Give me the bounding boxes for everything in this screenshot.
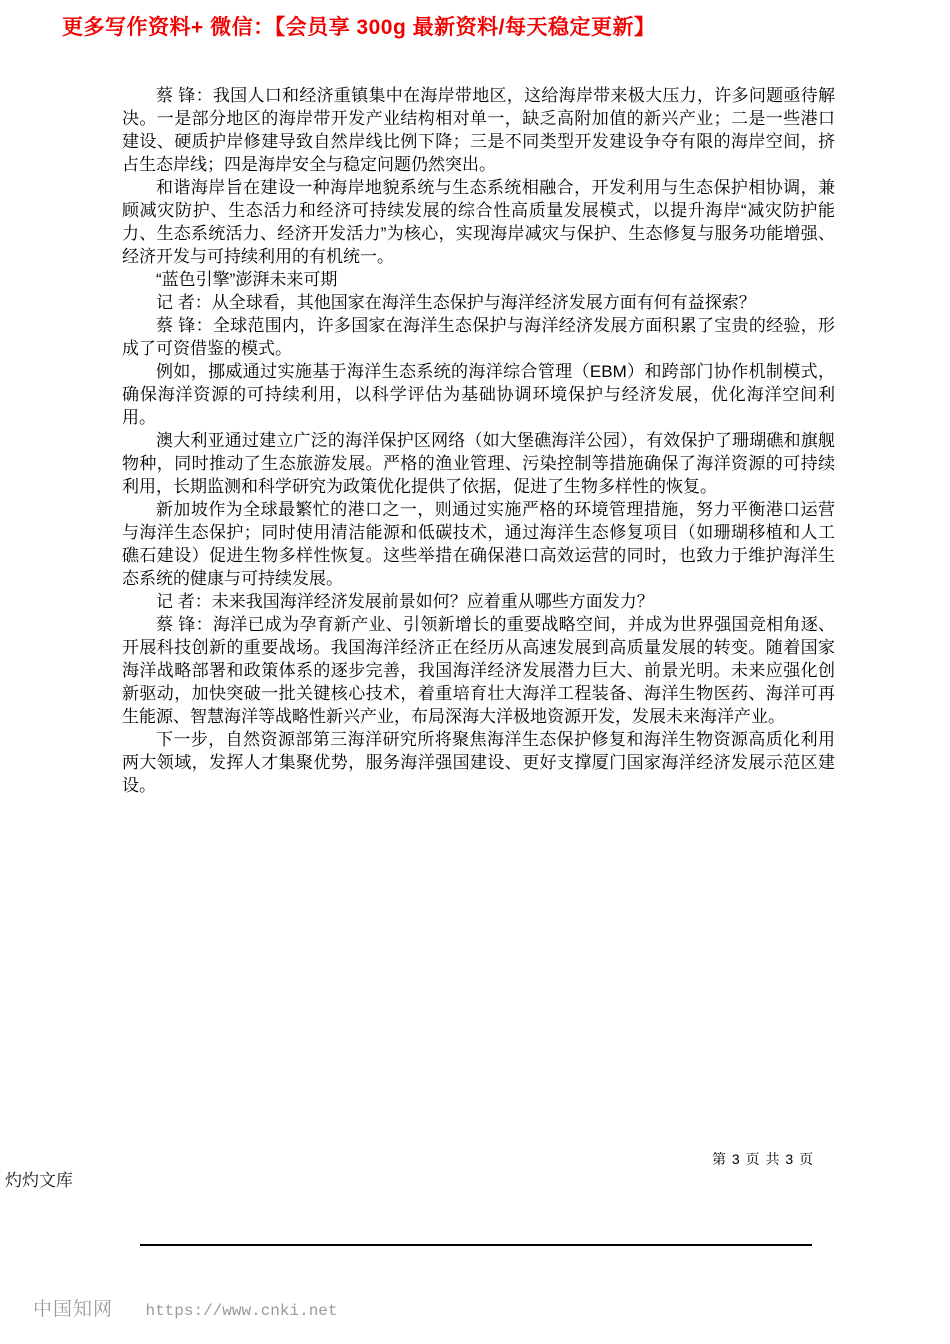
paragraph: 记 者：从全球看，其他国家在海洋生态保护与海洋经济发展方面有何有益探索？: [156, 293, 756, 312]
page-indicator: 第 3 页 共 3 页: [712, 1151, 815, 1167]
paragraph: 和谐海岸旨在建设一种海岸地貌系统与生态系统相融合，开发利用与生态保护相协调，兼顾减灾防护、生态活力和经济可持续发展的综合性高质量发展模式，以提升海岸“减灾防护能力、生态系统活力、经济开发活力”为核心，实现海岸减灾与保护、生态修复与服务功能增强、经济开发与可持续利用的有机统一。: [122, 178, 835, 266]
paragraph: 蔡 锋：全球范围内，许多国家在海洋生态保护与海洋经济发展方面积累了宝贵的经验，形成了可资借鉴的模式。: [122, 316, 835, 358]
paragraph: 记 者：未来我国海洋经济发展前景如何？应着重从哪些方面发力？: [156, 592, 654, 611]
paragraph: 例如，挪威通过实施基于海洋生态系统的海洋综合管理（EBM）和跨部门协作机制模式，确保海洋资源的可持续利用，以科学评估为基础协调环境保护与经济发展，优化海洋空间利用。: [122, 362, 835, 427]
cnki-site-name: 中国知网: [33, 1299, 114, 1320]
paragraph: 蔡 锋：我国人口和经济重镇集中在海岸带地区，这给海岸带来极大压力，许多问题亟待解决。一是部分地区的海岸带开发产业结构相对单一，缺乏高附加值的新兴产业；二是一些港口建设、硬质护岸修建导致自然岸线比例下降；三是不同类型开发建设争夺有限的海岸空间，挤占生态岸线；四是海岸安全与稳定问题仍然突出。: [122, 86, 835, 174]
paragraph: 下一步，自然资源部第三海洋研究所将聚焦海洋生态保护修复和海洋生物资源高质化利用两大领域，发挥人才集聚优势，服务海洋强国建设、更好支撑厦门国家海洋经济发展示范区建设。: [122, 730, 835, 795]
footer-divider: [140, 1244, 812, 1246]
cnki-site-url: https://www.cnki.net: [145, 1302, 338, 1320]
paragraph: “蓝色引擎”澎湃未来可期: [156, 270, 338, 289]
paragraph: 新加坡作为全球最繁忙的港口之一，则通过实施严格的环境管理措施，努力平衡港口运营与海洋生态保护；同时使用清洁能源和低碳技术，通过海洋生态修复项目（如珊瑚移植和人工礁石建设）促进生物多样性恢复。这些举措在确保港口高效运营的同时，也致力于维护海洋生态系统的健康与可持续发展。: [122, 500, 835, 588]
library-watermark: 灼灼文库: [5, 1171, 73, 1190]
cnki-watermark: [33, 1294, 338, 1321]
document-body: [122, 84, 835, 797]
paragraph: 蔡 锋：海洋已成为孕育新产业、引领新增长的重要战略空间，并成为世界强国竞相角逐、开展科技创新的重要战场。我国海洋经济正在经历从高速发展到高质量发展的转变。随着国家海洋战略部署和政策体系的逐步完善，我国海洋经济发展潜力巨大、前景光明。未来应强化创新驱动，加快突破一批关键核心技术，着重培育壮大海洋工程装备、海洋生物医药、海洋可再生能源、智慧海洋等战略性新兴产业，布局深海大洋极地资源开发，发展未来海洋产业。: [122, 615, 835, 726]
promo-banner: 更多写作资料+ 微信：【会员享 300g 最新资料/每天稳定更新】: [62, 16, 656, 39]
paragraph: 澳大利亚通过建立广泛的海洋保护区网络（如大堡礁海洋公园），有效保护了珊瑚礁和旗舰物种，同时推动了生态旅游发展。严格的渔业管理、污染控制等措施确保了海洋资源的可持续利用，长期监测和科学研究为政策优化提供了依据，促进了生物多样性的恢复。: [122, 431, 835, 496]
